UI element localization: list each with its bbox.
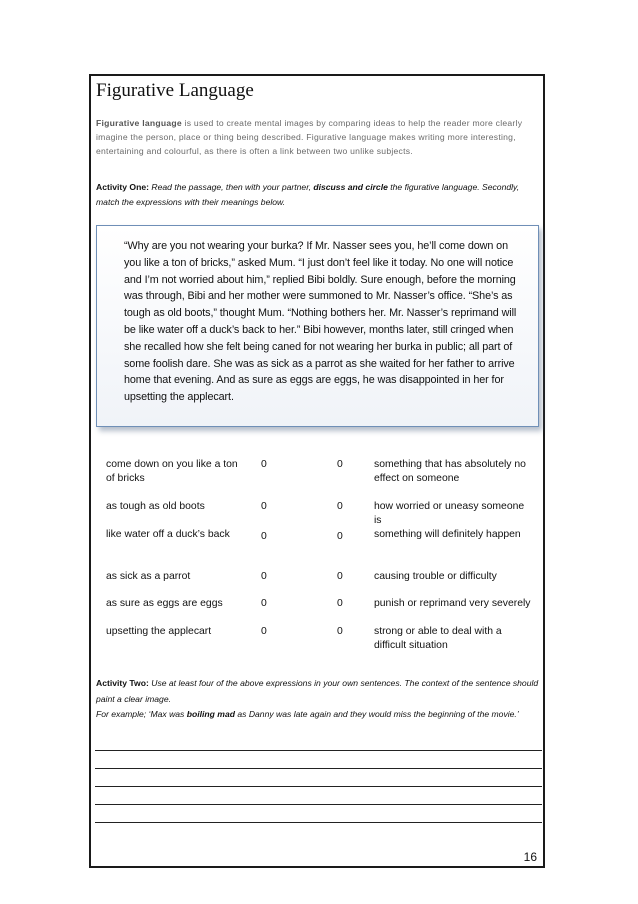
expression-circle-mark[interactable]: 0 (261, 501, 267, 512)
activity-two-instructions (96, 676, 542, 723)
meaning-circle-mark[interactable]: 0 (337, 501, 343, 512)
example-text-b: as Danny was late again and they would miss the beginning of the movie.’ (234, 709, 519, 719)
activity-one-label: Activity One: (96, 182, 150, 192)
expression-text: as tough as old boots (106, 501, 205, 512)
intro-term: Figurative language (96, 118, 182, 128)
writing-line[interactable] (95, 822, 542, 823)
activity-one-instructions (96, 180, 542, 210)
expression-text: come down on you like a ton of bricks (106, 459, 238, 484)
meaning-text: something that has absolutely no effect on someone (374, 459, 526, 484)
passage-text: “Why are you not wearing your burka? If Mr. Nasser sees you, he’ll come down on you like a ton of bricks,” asked Mum. “I just don’t feel like it today. No one will notice and I’m not worried about him,” replied Bibi boldly. Sure enough, before the morning was through, Bibi and her mother were summoned to Mr. Nasser’s office. “She’s as tough as old boots,” thought Mum. “Nothing bothers her. Mr. Nasser’s reprimand will be like water off a duck’s back to her.” Bibi however, months later, still cringed when she recalled how she felt being caned for not wearing her burka in public; all part of some foolish dare. She was as sick as a parrot as she waited for her father to arrive home that evening. And as sure as eggs are eggs, he was disappointed in her for upsetting the applecart. (124, 240, 517, 404)
intro-text: is used to create mental images by comparing ideas to help the reader more clearly imagine the person, place or thing being described. Figurative language makes writing more interesting, entertaining and colourful, as there is often a link between two unlike subjects. (96, 118, 523, 156)
expression-text: as sick as a parrot (106, 571, 191, 582)
writing-line[interactable] (95, 804, 542, 805)
passage-box (96, 225, 539, 427)
expression-circle-mark[interactable]: 0 (261, 459, 267, 470)
expression-text: upsetting the applecart (106, 626, 212, 637)
page-title: Figurative Language (96, 80, 254, 101)
activity-one-text-b: the figurative language. Secondly, match the expressions with their meanings below. (96, 182, 520, 207)
meaning-circle-mark[interactable]: 0 (337, 531, 343, 542)
writing-line[interactable] (95, 750, 542, 751)
meaning-text: punish or reprimand very severely (374, 598, 531, 609)
expression-circle-mark[interactable]: 0 (261, 598, 267, 609)
writing-line[interactable] (95, 786, 542, 787)
expression-text: as sure as eggs are eggs (106, 598, 223, 609)
activity-two-text: Use at least four of the above expressions in your own sentences. The context of the sentence should paint a clear image. (96, 678, 539, 704)
activity-one-text-a: Read the passage, then with your partner, (149, 182, 314, 192)
writing-line[interactable] (95, 768, 542, 769)
expression-circle-mark[interactable]: 0 (261, 626, 267, 637)
intro-paragraph (96, 116, 542, 158)
meaning-circle-mark[interactable]: 0 (337, 598, 343, 609)
meaning-circle-mark[interactable]: 0 (337, 459, 343, 470)
example-bold: boiling mad (186, 709, 235, 719)
expression-circle-mark[interactable]: 0 (261, 571, 267, 582)
expression-text: like water off a duck’s back (106, 529, 230, 540)
page-number: 16 (523, 850, 537, 864)
meaning-text: something will definitely happen (374, 529, 521, 540)
meaning-text: strong or able to deal with a difficult situation (374, 626, 502, 651)
activity-two-label: Activity Two: (96, 678, 149, 688)
meaning-circle-mark[interactable]: 0 (337, 626, 343, 637)
expression-circle-mark[interactable]: 0 (261, 531, 267, 542)
meaning-text: how worried or uneasy someone is (374, 501, 525, 526)
meaning-circle-mark[interactable]: 0 (337, 571, 343, 582)
example-text-a: For example; ‘Max was (96, 709, 187, 719)
meaning-text: causing trouble or difficulty (374, 571, 497, 582)
activity-one-emphasis: discuss and circle (313, 182, 388, 192)
